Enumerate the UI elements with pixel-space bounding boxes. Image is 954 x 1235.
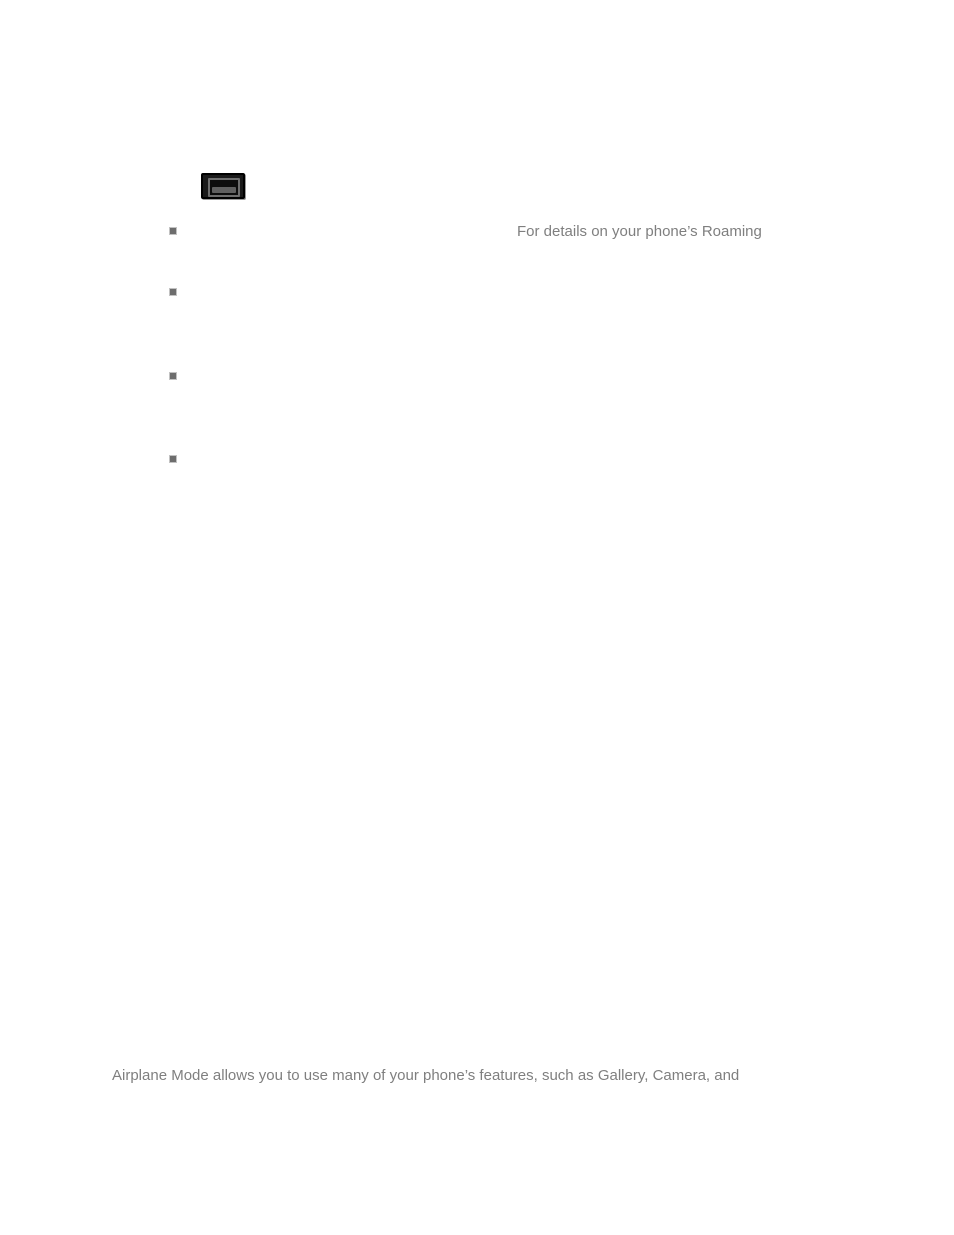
list-bullet xyxy=(169,372,177,380)
list-bullet xyxy=(169,288,177,296)
menu-key-icon-bar xyxy=(212,187,236,193)
roaming-text-fragment: For details on your phone’s Roaming xyxy=(517,223,762,240)
list-bullet xyxy=(169,227,177,235)
airplane-mode-text-fragment: Airplane Mode allows you to use many of your phone’s features, such as Gallery, Camera, and xyxy=(112,1067,740,1084)
list-bullet xyxy=(169,455,177,463)
menu-key-icon xyxy=(201,173,245,199)
